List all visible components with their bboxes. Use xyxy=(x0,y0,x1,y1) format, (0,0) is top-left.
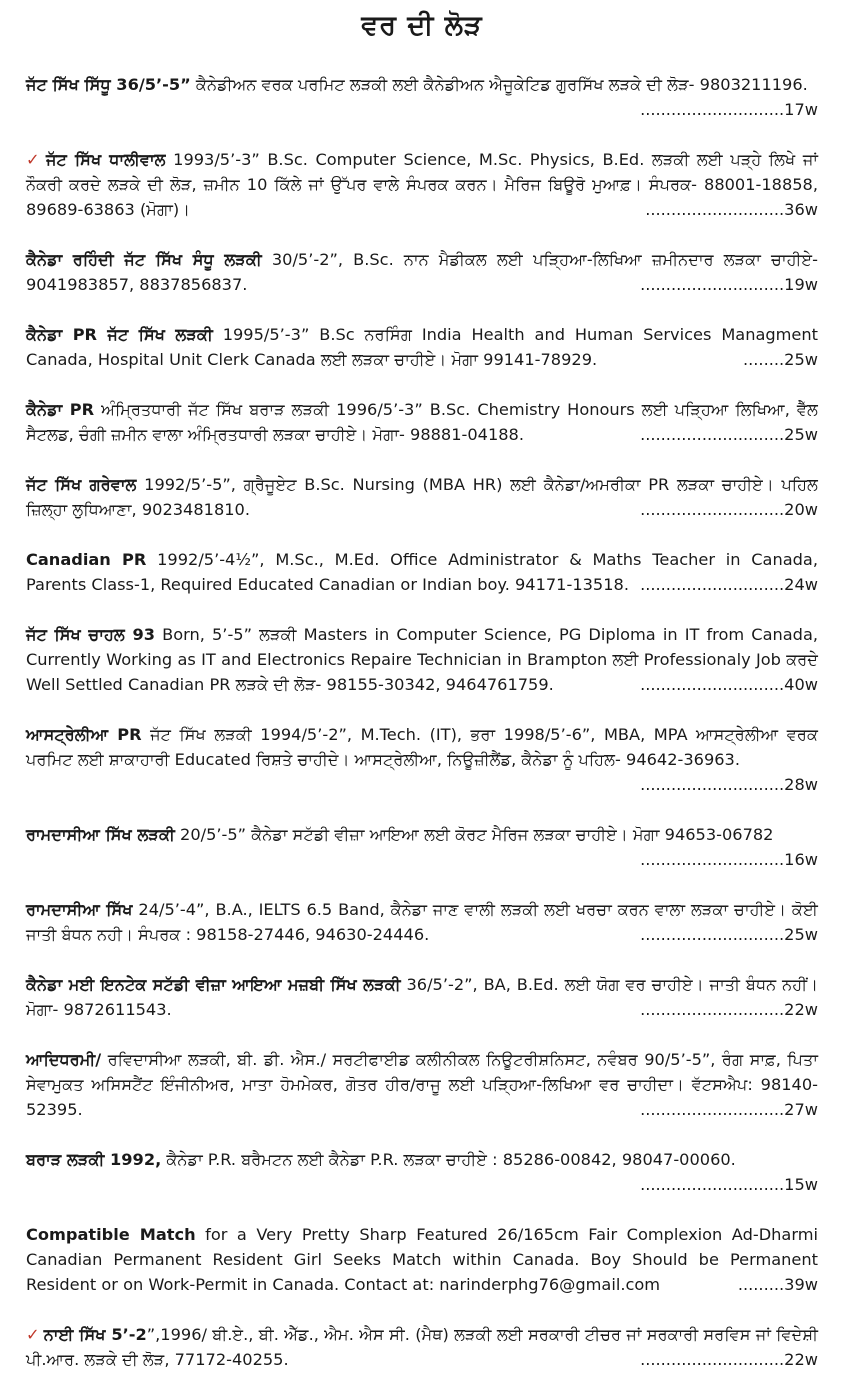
classified-ad xyxy=(26,1147,818,1197)
ad-heading: ਜੱਟ ਸਿੱਖ ਧਾਲੀਵਾਲ xyxy=(45,150,166,169)
classified-ad xyxy=(26,722,818,797)
ad-code: ............................28w xyxy=(640,775,818,794)
ad-heading: ਕੈਨੇਡਾ ਮਈ ਇਨਟੇਕ ਸਟੱਡੀ ਵੀਜ਼ਾ ਆਇਆ ਮਜ਼ਬੀ ਸਿੱਖ ਲੜਕੀ xyxy=(26,975,401,994)
ad-heading: ਜੱਟ ਸਿੱਖ ਚਾਹਲ 93 xyxy=(26,625,155,644)
ad-body: 30/5’-2”, B.Sc. ਨਾਨ ਮੈਡੀਕਲ ਲਈ ਪੜ੍ਹਿਆ-ਲਿਖਿਆ ਜ਼ਮੀਨਦਾਰ ਲੜਕਾ ਚਾਹੀਏ- 9041983857, 8837856837. xyxy=(26,250,818,294)
ad-code: ............................17w xyxy=(640,100,818,119)
ad-code: ...........................36w xyxy=(645,200,818,219)
classified-ad xyxy=(26,822,818,872)
classified-ad xyxy=(26,1047,818,1122)
ad-heading: ਰਾਮਦਾਸੀਆ ਸਿੱਖ ਲੜਕੀ xyxy=(26,825,175,844)
ad-code: ............................19w xyxy=(640,275,818,294)
ad-body: ਕੈਨੇਡਾ P.R. ਬਰੈਮਟਨ ਲਈ ਕੈਨੇਡਾ P.R. ਲੜਕਾ ਚਾਹੀਏ : 85286-00842, 98047-00060. xyxy=(161,1150,736,1169)
ad-body: 24/5’-4”, B.A., IELTS 6.5 Band, ਕੈਨੇਡਾ ਜਾਣ ਵਾਲੀ ਲੜਕੀ ਲਈ ਖਰਚਾ ਕਰਨ ਵਾਲਾ ਲੜਕਾ ਚਾਹੀਏ। ਕੋਈ ਜਾਤੀ ਬੰਧਨ ਨਹੀ। ਸੰਪਰਕ : 98158-27446, 94630-24446. xyxy=(26,900,818,944)
ad-heading: ਰਾਮਦਾਸੀਆ ਸਿੱਖ xyxy=(26,900,133,919)
classified-ad xyxy=(26,622,818,697)
ad-heading: ਜੱਟ ਸਿੱਖ ਸਿੱਧੂ 36/5’-5” xyxy=(26,75,191,94)
ad-body: 1993/5’-3” B.Sc. Computer Science, M.Sc. Physics, B.Ed. ਲੜਕੀ ਲਈ ਪੜ੍ਹੇ ਲਿਖੇ ਜਾਂ ਨੌਕਰੀ ਕਰਦੇ ਲੜਕੇ ਦੀ ਲੋੜ, ਜ਼ਮੀਨ 10 ਕਿੱਲੇ ਜਾਂ ਉੱਪਰ ਵਾਲੇ ਸੰਪਰਕ ਕਰਨ। ਮੈਰਿਜ ਬਿਊਰੋ ਮੁਆਫ਼। ਸੰਪਰਕ- 88001-18858, 89689-63863 (ਮੋਗਾ)। xyxy=(26,150,818,219)
checkmark-icon: ✓ xyxy=(26,150,42,169)
ad-code: ............................24w xyxy=(640,575,818,594)
ad-heading: ਆਦਿਧਰਮੀ/ xyxy=(26,1050,102,1069)
ad-code: ............................22w xyxy=(640,1000,818,1019)
ad-body: Born, 5’-5” ਲੜਕੀ Masters in Computer Science, PG Diploma in IT from Canada, Currently Working as IT and Electronics Repaire Technician in Brampton ਲਈ Professionaly Job ਕਰਦੇ Well Settled Canadian PR ਲੜਕੇ ਦੀ ਲੋੜ- 98155-30342, 9464761759. xyxy=(26,625,819,694)
classified-ad xyxy=(26,547,818,597)
ad-heading: ਬਰਾੜ ਲੜਕੀ 1992, xyxy=(26,1150,162,1169)
ad-heading: ਨਾਈ ਸਿੱਖ 5’-2 xyxy=(43,1325,147,1344)
classified-ad xyxy=(26,147,818,222)
ad-code: ........25w xyxy=(742,350,818,369)
classified-ad xyxy=(26,897,818,947)
ad-body: ”,1996/ ਬੀ.ਏ., ਬੀ. ਐੱਡ., ਐਮ. ਐਸ ਸੀ. (ਮੈਥ) ਲੜਕੀ ਲਈ ਸਰਕਾਰੀ ਟੀਚਰ ਜਾਂ ਸਰਕਾਰੀ ਸਰਵਿਸ ਜਾਂ ਵਿਦੇਸ਼ੀ ਪੀ.ਆਰ. ਲੜਕੇ ਦੀ ਲੋੜ, 77172-40255. xyxy=(26,1325,818,1369)
classified-ad xyxy=(26,1322,818,1372)
ad-body: 1995/5’-3” B.Sc ਨਰਸਿੰਗ India Health and Human Services Managment Canada, Hospital Unit Clerk Canada ਲਈ ਲੜਕਾ ਚਾਹੀਏ। ਮੋਗਾ 99141-78929. xyxy=(26,325,818,369)
classified-ad xyxy=(26,322,818,372)
ad-code: ............................25w xyxy=(640,925,818,944)
classified-ad xyxy=(26,472,818,522)
ad-code: .........39w xyxy=(737,1275,818,1294)
classified-ad xyxy=(26,1222,818,1297)
ad-heading: Compatible Match xyxy=(26,1225,196,1244)
ad-code: ............................40w xyxy=(640,675,818,694)
ad-code: ............................15w xyxy=(640,1175,818,1194)
ad-body: ਅੰਮ੍ਰਿਤਧਾਰੀ ਜੱਟ ਸਿੱਖ ਬਰਾੜ ਲੜਕੀ 1996/5’-3” B.Sc. Chemistry Honours ਲਈ ਪੜ੍ਹਿਆ ਲਿਖਿਆ, ਵੈੱਲ ਸੈਟਲਡ, ਚੰਗੀ ਜ਼ਮੀਨ ਵਾਲਾ ਅੰਮ੍ਰਿਤਧਾਰੀ ਲੜਕਾ ਚਾਹੀਏ। ਮੋਗਾ- 98881-04188. xyxy=(26,400,819,444)
ad-body: 1992/5’-4½”, M.Sc., M.Ed. Office Administrator & Maths Teacher in Canada, Parents Class-1, Required Educated Canadian or Indian boy. 94171-13518. xyxy=(26,550,818,594)
ad-heading: Canadian PR xyxy=(26,550,147,569)
ad-body: ਜੱਟ ਸਿੱਖ ਲੜਕੀ 1994/5’-2”, M.Tech. (IT), ਭਰਾ 1998/5’-6”, MBA, MPA ਆਸਟ੍ਰੇਲੀਆ ਵਰਕ ਪਰਮਿਟ ਲਈ ਸ਼ਾਕਾਹਾਰੀ Educated ਰਿਸ਼ਤੇ ਚਾਹੀਦੇ। ਆਸਟ੍ਰੇਲੀਆ, ਨਿਊਜ਼ੀਲੈਂਡ, ਕੈਨੇਡਾ ਨੂੰ ਪਹਿਲ- 94642-36963. xyxy=(26,725,818,769)
ad-body: for a Very Pretty Sharp Featured 26/165cm Fair Complexion Ad-Dharmi Canadian Permanent Resident Girl Seeks Match within Canada. Boy Should be Permanent Resident or on Work-Permit in Canada. Contact at: narinderphg76@gmail.com xyxy=(26,1225,818,1294)
ad-body: 20/5’-5” ਕੈਨੇਡਾ ਸਟੱਡੀ ਵੀਜ਼ਾ ਆਇਆ ਲਈ ਕੋਰਟ ਮੈਰਿਜ ਲੜਕਾ ਚਾਹੀਏ। ਮੋਗਾ 94653-06782 xyxy=(174,825,774,844)
classified-ad xyxy=(26,72,818,122)
ad-heading: ਕੈਨੇਡਾ PR ਜੱਟ ਸਿੱਖ ਲੜਕੀ xyxy=(26,325,213,344)
ads-list xyxy=(26,72,818,1372)
ad-body: ਰਵਿਦਾਸੀਆ ਲੜਕੀ, ਬੀ. ਡੀ. ਐਸ./ ਸਰਟੀਫਾਈਡ ਕਲੀਨੀਕਲ ਨਿਊਟਰੀਸ਼ਨਿਸਟ, ਨਵੰਬਰ 90/5’-5”, ਰੰਗ ਸਾਫ਼, ਪਿਤਾ ਸੇਵਾਮੁਕਤ ਅਸਿਸਟੈਂਟ ਇੰਜੀਨੀਅਰ, ਮਾਤਾ ਹੋਮਮੇਕਰ, ਗੋਤਰ ਹੀਰ/ਰਾਜੂ ਲਈ ਪੜ੍ਹਿਆ-ਲਿਖਿਆ ਵਰ ਚਾਹੀਦਾ। ਵੱਟਸਐਪ: 98140-52395. xyxy=(26,1050,818,1119)
ad-code: ............................20w xyxy=(640,500,818,519)
ad-code: ............................25w xyxy=(640,425,818,444)
ad-heading: ਕੈਨੇਡਾ PR xyxy=(26,400,95,419)
ad-heading: ਕੈਨੇਡਾ ਰਹਿੰਦੀ ਜੱਟ ਸਿੱਖ ਸੰਧੂ ਲੜਕੀ xyxy=(26,250,262,269)
classified-ad xyxy=(26,972,818,1022)
ad-body: 1992/5’-5”, ਗ੍ਰੈਜੂਏਟ B.Sc. Nursing (MBA HR) ਲਈ ਕੈਨੇਡਾ/ਅਮਰੀਕਾ PR ਲੜਕਾ ਚਾਹੀਏ। ਪਹਿਲ ਜ਼ਿਲ੍ਹਾ ਲੁਧਿਆਣਾ, 9023481810. xyxy=(26,475,818,519)
page-title: ਵਰ ਦੀ ਲੋੜ xyxy=(361,10,483,41)
ad-body: 36/5’-2”, BA, B.Ed. ਲਈ ਯੋਗ ਵਰ ਚਾਹੀਏ। ਜਾਤੀ ਬੰਧਨ ਨਹੀਂ। ਮੋਗਾ- 9872611543. xyxy=(26,975,819,1019)
ad-code: ............................27w xyxy=(640,1100,818,1119)
classified-ad xyxy=(26,397,818,447)
ad-heading: ਜੱਟ ਸਿੱਖ ਗਰੇਵਾਲ xyxy=(26,475,137,494)
classified-ad xyxy=(26,247,818,297)
ad-code: ............................22w xyxy=(640,1350,818,1369)
ad-body: ਕੈਨੇਡੀਅਨ ਵਰਕ ਪਰਮਿਟ ਲੜਕੀ ਲਈ ਕੈਨੇਡੀਅਨ ਐਜੂਕੇਟਿਡ ਗੁਰਸਿੱਖ ਲੜਕੇ ਦੀ ਲੋੜ- 9803211196. xyxy=(190,75,808,94)
ad-code: ............................16w xyxy=(640,850,818,869)
ad-heading: ਆਸਟ੍ਰੇਲੀਆ PR xyxy=(26,725,142,744)
checkmark-icon: ✓ xyxy=(26,1325,40,1344)
